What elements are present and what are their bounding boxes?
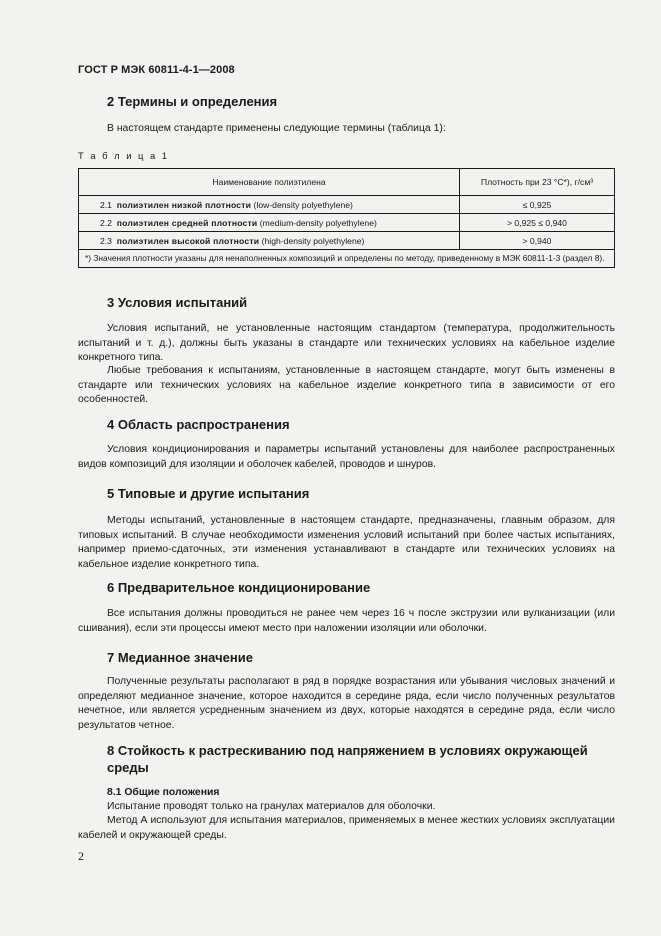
table-header-density: Плотность при 23 °С*), г/см³ <box>460 169 615 196</box>
table-row <box>79 232 615 250</box>
document-header: ГОСТ Р МЭК 60811-4-1—2008 <box>78 64 235 76</box>
table-header-name: Наименование полиэтилена <box>79 169 460 196</box>
table-cell-value: > 0,925 ≤ 0,940 <box>460 214 615 232</box>
section-6-paragraph: Все испытания должны проводиться не ранее чем через 16 ч после экструзии или вулканизации (или сшивания), если эти процессы имеют место при наложении изоляции или оболочки. <box>78 608 615 634</box>
section-6-title: 6 Предварительное кондиционирование <box>107 580 371 595</box>
table-cell-term: 2.3 полиэтилен высокой плотности (high-density polyethylene) <box>79 232 460 250</box>
section-5-title: 5 Типовые и другие испытания <box>107 486 310 501</box>
table-cell-term: 2.1 полиэтилен низкой плотности (low-density polyethylene) <box>79 196 460 214</box>
section-2-title: 2 Термины и определения <box>107 94 278 109</box>
section-7-title: 7 Медианное значение <box>107 650 253 665</box>
section-8-title: 8 Стойкость к растрескиванию под напряжением в условиях окружающей среды <box>107 743 588 775</box>
table-cell-value: ≤ 0,925 <box>460 196 615 214</box>
table-cell-term: 2.2 полиэтилен средней плотности (medium-density polyethylene) <box>79 214 460 232</box>
table-footnote: *) Значения плотности указаны для ненаполненных композиций и определены по методу, приведенному в МЭК 60811-1-3 (раздел 8). <box>79 250 615 268</box>
section-2-intro: В настоящем стандарте применены следующие термины (таблица 1): <box>107 123 446 134</box>
table-footnote-row <box>79 250 615 268</box>
section-8-paragraph-2: Метод А используют для испытания материалов, применяемых в менее жестких условиях эксплуатации кабелей и окружающей среды. <box>78 815 615 841</box>
section-3-paragraph-1: Условия испытаний, не установленные настоящим стандартом (температура, продолжительность испытаний и т. д.), должны быть указаны в стандарте или технических условиях на кабельное изделие конкретного типа. <box>78 323 615 364</box>
section-4-paragraph: Условия кондиционирования и параметры испытаний установлены для наиболее распространенных видов композиций для изоляции и оболочек кабелей, проводов и шнуров. <box>78 444 615 470</box>
section-3-title: 3 Условия испытаний <box>107 295 248 310</box>
section-8-1-title: 8.1 Общие положения <box>107 787 220 798</box>
section-4-title: 4 Область распространения <box>107 417 290 432</box>
section-3-paragraph-2: Любые требования к испытаниям, установленные в настоящем стандарте, могут быть изменены в стандарте или технических условиях на кабельное изделие конкретного типа в зависимости от его особенностей. <box>78 365 615 406</box>
page-number: 2 <box>78 849 84 863</box>
table-row <box>79 196 615 214</box>
section-7-paragraph: Полученные результаты располагают в ряд в порядке возрастания или убывания числовых значений и определяют медианное значение, которое находится в середине ряда, если число полученных результатов нечетное, или является усредненным значением из двух, которые находятся в середине ряда, если число результатов четное. <box>78 676 615 731</box>
table-caption: Т а б л и ц а 1 <box>78 150 170 161</box>
table-row <box>79 214 615 232</box>
section-5-paragraph: Методы испытаний, установленные в настоящем стандарте, предназначены, главным образом, для типовых испытаний. В случае необходимости изменения условий испытаний при более частых испытаниях, например приемо-сдаточных, эти изменения устанавливают в стандарте или технических условиях на кабельное изделие конкретного типа. <box>78 515 615 570</box>
terms-table <box>78 168 615 268</box>
table-header-row <box>79 169 615 196</box>
section-8-paragraph-1: Испытание проводят только на гранулах материалов для оболочки. <box>107 801 436 812</box>
table-cell-value: > 0,940 <box>460 232 615 250</box>
